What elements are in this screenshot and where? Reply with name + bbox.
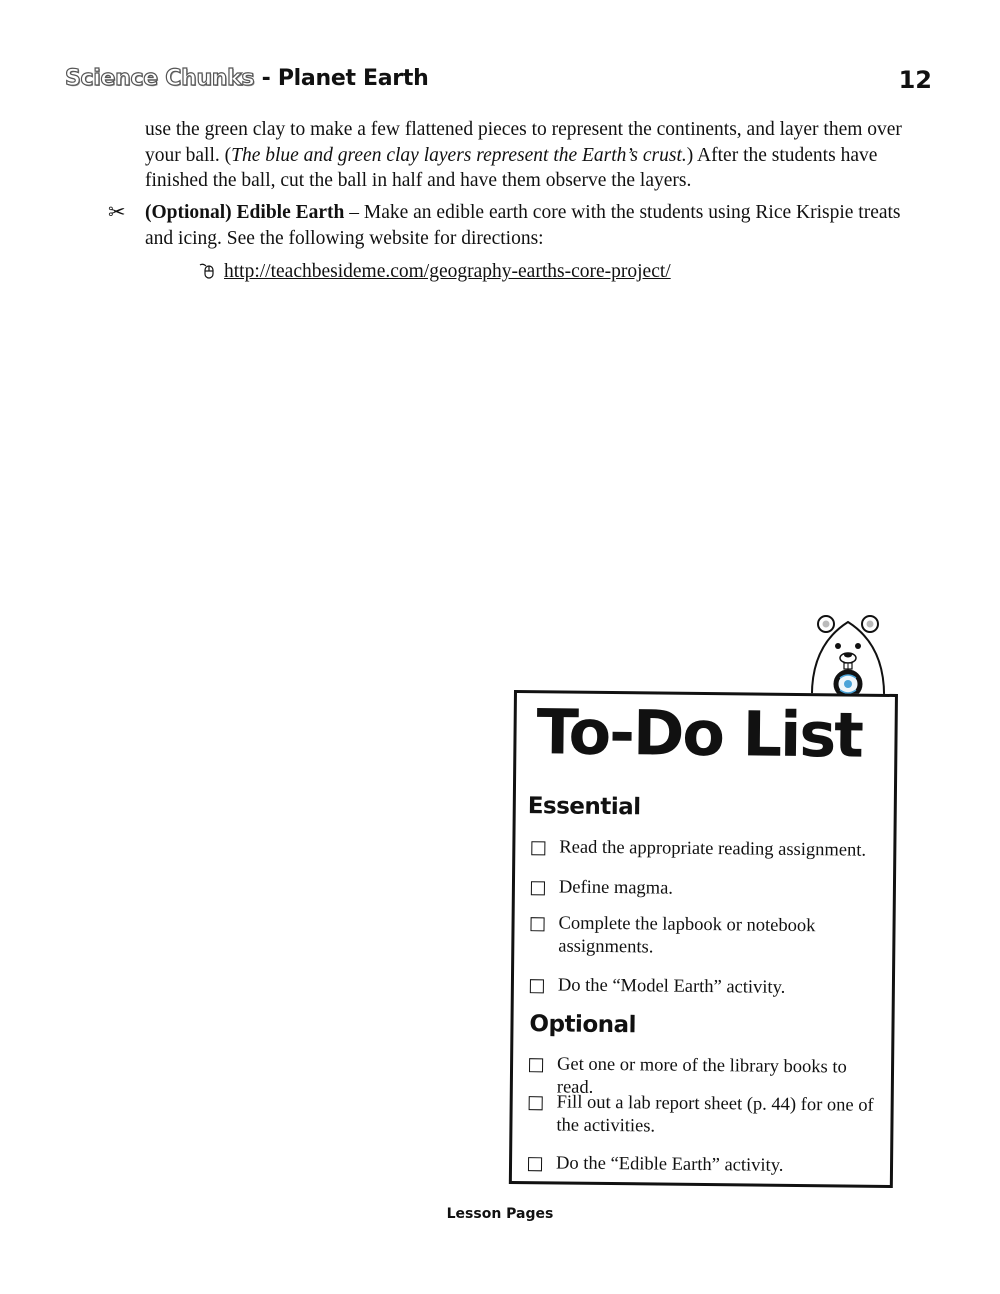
todo-item-label: Do the “Edible Earth” activity. bbox=[555, 1153, 784, 1176]
essential-heading: Essential bbox=[527, 793, 641, 821]
scissors-icon: ✂ bbox=[108, 200, 126, 224]
paragraph-continuation bbox=[145, 117, 925, 194]
checkbox[interactable] bbox=[528, 1157, 542, 1171]
optional-heading: Optional bbox=[529, 1011, 637, 1039]
page-number: 12 bbox=[898, 66, 932, 94]
page-footer: Lesson Pages bbox=[446, 1206, 554, 1222]
todo-item-label: Fill out a lab report sheet (p. 44) for one of the activities. bbox=[556, 1092, 874, 1137]
todo-item-label: Get one or more of the library books to read. bbox=[556, 1054, 847, 1098]
checkbox[interactable] bbox=[529, 1096, 543, 1110]
checkbox[interactable] bbox=[531, 841, 545, 855]
activity-title: (Optional) Edible Earth bbox=[145, 202, 345, 223]
checkbox[interactable] bbox=[530, 979, 544, 993]
todo-item-label: Define magma. bbox=[558, 877, 674, 899]
todo-item bbox=[528, 1091, 878, 1141]
todo-item bbox=[531, 836, 881, 863]
checkbox[interactable] bbox=[530, 917, 544, 931]
todo-card bbox=[509, 690, 898, 1188]
brand-name: Science Chunks bbox=[65, 66, 255, 91]
todo-item-label: Complete the lapbook or notebook assignments. bbox=[558, 913, 816, 958]
activity-description: – Make an edible earth core with the students using Rice Krispie treats and icing. See the following website for directions: bbox=[145, 202, 901, 249]
todo-item bbox=[528, 1152, 878, 1179]
todo-item-label: Do the “Model Earth” activity. bbox=[557, 975, 786, 998]
chapter-title: Planet Earth bbox=[277, 66, 429, 91]
todo-item-label: Read the appropriate reading assignment. bbox=[559, 837, 867, 861]
todo-item bbox=[531, 876, 881, 903]
bear-with-magnifier-icon bbox=[804, 606, 894, 706]
website-link[interactable]: http://teachbesideme.com/geography-earths-core-project/ bbox=[224, 261, 671, 282]
website-link-row bbox=[198, 259, 671, 287]
paragraph-text-b: ) After the students have finished the ball, cut the ball in half and have them observe the layers. bbox=[145, 144, 878, 191]
mouse-icon bbox=[198, 262, 218, 287]
todo-item bbox=[530, 974, 880, 1001]
activity-edible-earth bbox=[145, 200, 925, 251]
paragraph-text-a: use the green clay to make a few flattened pieces to represent the continents, and layer them over your ball. ( bbox=[145, 119, 902, 166]
running-header bbox=[65, 66, 428, 91]
paragraph-italic: The blue and green clay layers represent the Earth’s crust. bbox=[231, 144, 687, 166]
checkbox[interactable] bbox=[529, 1058, 543, 1072]
header-separator: - bbox=[261, 66, 271, 91]
todo-item bbox=[530, 912, 880, 962]
todo-title: To-Do List bbox=[536, 695, 863, 772]
checkbox[interactable] bbox=[531, 881, 545, 895]
